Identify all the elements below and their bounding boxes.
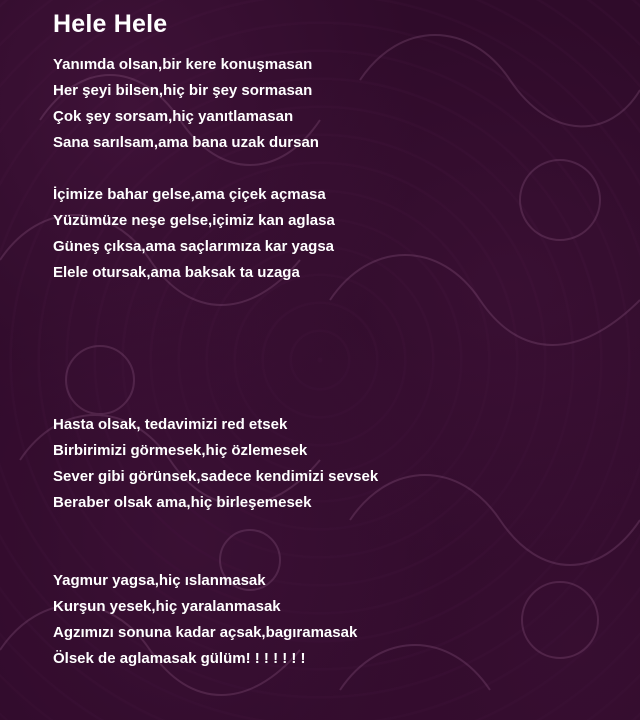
poem-title: Hele Hele [53,10,168,38]
poem-line: Güneş çıksa,ama saçlarımıza kar yagsa [53,238,335,255]
poem-line: Sever gibi görünsek,sadece kendimizi sevsek [53,468,379,485]
poem-line: Ölsek de aglamasak gülüm! ! ! ! ! ! ! [53,650,306,667]
stanza-3 [53,412,378,516]
poem-line: Kurşun yesek,hiç yaralanmasak [53,598,281,615]
poem-line: Birbirimizi görmesek,hiç özlemesek [53,442,308,459]
poem-line: Yanımda olsan,bir kere konuşmasan [53,56,313,73]
poem-line: Yagmur yagsa,hiç ıslanmasak [53,572,266,589]
poem-line: Sana sarılsam,ama bana uzak dursan [53,134,319,151]
stanza-2 [53,182,335,286]
poem-line: İçimize bahar gelse,ama çiçek açmasa [53,186,326,203]
poem-line: Her şeyi bilsen,hiç bir şey sormasan [53,82,313,99]
stanza-4 [53,568,357,672]
poem-line: Çok şey sorsam,hiç yanıtlamasan [53,108,294,125]
poem-line: Agzımızı sonuna kadar açsak,bagıramasak [53,624,358,641]
poem-line: Yüzümüze neşe gelse,içimiz kan aglasa [53,212,335,229]
poem-line: Beraber olsak ama,hiç birleşemesek [53,494,312,511]
poem-line: Hasta olsak, tedavimizi red etsek [53,416,288,433]
stanza-1 [53,52,319,156]
poem-line: Elele otursak,ama baksak ta uzaga [53,264,300,281]
